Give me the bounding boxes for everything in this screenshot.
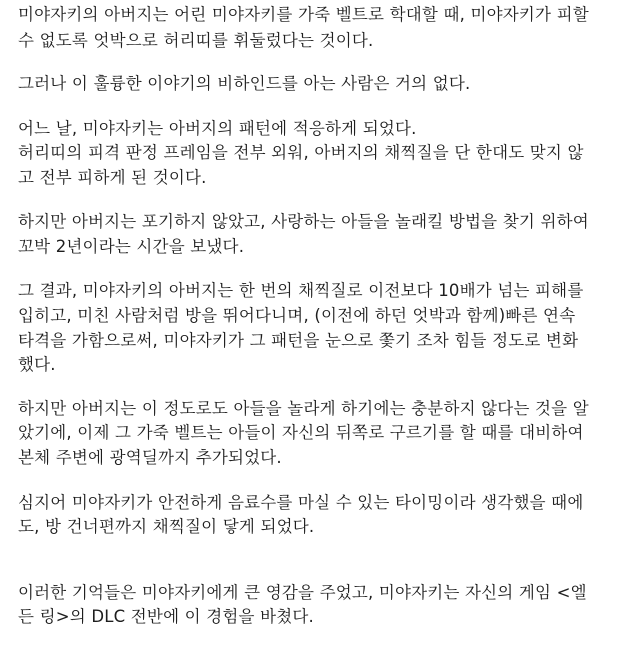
text-line: 입히고, 미친 사람처럼 방을 뛰어다니며, (이전에 하던 엇박과 함께)빠른 연속 xyxy=(18,306,576,325)
text-line: 본체 주변에 광역딜까지 추가되었다. xyxy=(18,448,282,467)
text-line: 그 결과, 미야자키의 아버지는 한 번의 채찍질로 이전보다 10배가 넘는 피해를 xyxy=(18,281,584,300)
text-line: 그러나 이 훌륭한 이야기의 비하인드를 아는 사람은 거의 없다. xyxy=(18,74,471,93)
text-line: 고 전부 피하게 된 것이다. xyxy=(18,168,207,187)
text-line: 미야자키의 아버지는 어린 미야자키를 가죽 벨트로 학대할 때, 미야자키가 피할 xyxy=(18,5,589,24)
text-line: 도, 방 건너편까지 채찍질이 닿게 되었다. xyxy=(18,517,315,536)
text-line: 수 없도록 엇박으로 허리띠를 휘둘렀다는 것이다. xyxy=(18,31,374,50)
text-line: 했다. xyxy=(18,355,56,374)
text-line: 든 링>의 DLC 전반에 이 경험을 바쳤다. xyxy=(18,607,314,626)
text-line: 어느 날, 미야자키는 아버지의 패턴에 적응하게 되었다. xyxy=(18,119,417,138)
text-line: 허리띠의 피격 판정 프레임을 전부 외워, 아버지의 채찍질을 단 한대도 맞지 않 xyxy=(18,143,584,162)
text-line: 꼬박 2년이라는 시간을 보냈다. xyxy=(18,237,245,256)
text-line: 이러한 기억들은 미야자키에게 큰 영감을 주었고, 미야자키는 자신의 게임 <엘 xyxy=(18,583,587,602)
text-line: 았기에, 이제 그 가죽 벨트는 아들이 자신의 뒤쪽로 구르기를 할 때를 대비하여 xyxy=(18,423,584,442)
text-line: 심지어 미야자키가 안전하게 음료수를 마실 수 있는 타이밍이라 생각했을 때에 xyxy=(18,493,584,512)
text-line: 타격을 가함으로써, 미야자키가 그 패턴을 눈으로 쫓기 조차 힘들 정도로 변화 xyxy=(18,331,579,350)
text-line: 하지만 아버지는 포기하지 않았고, 사랑하는 아들을 놀래킬 방법을 찾기 위하여 xyxy=(18,212,589,231)
text-line: 하지만 아버지는 이 정도로도 아들을 놀라게 하기에는 충분하지 않다는 것을 알 xyxy=(18,399,589,418)
